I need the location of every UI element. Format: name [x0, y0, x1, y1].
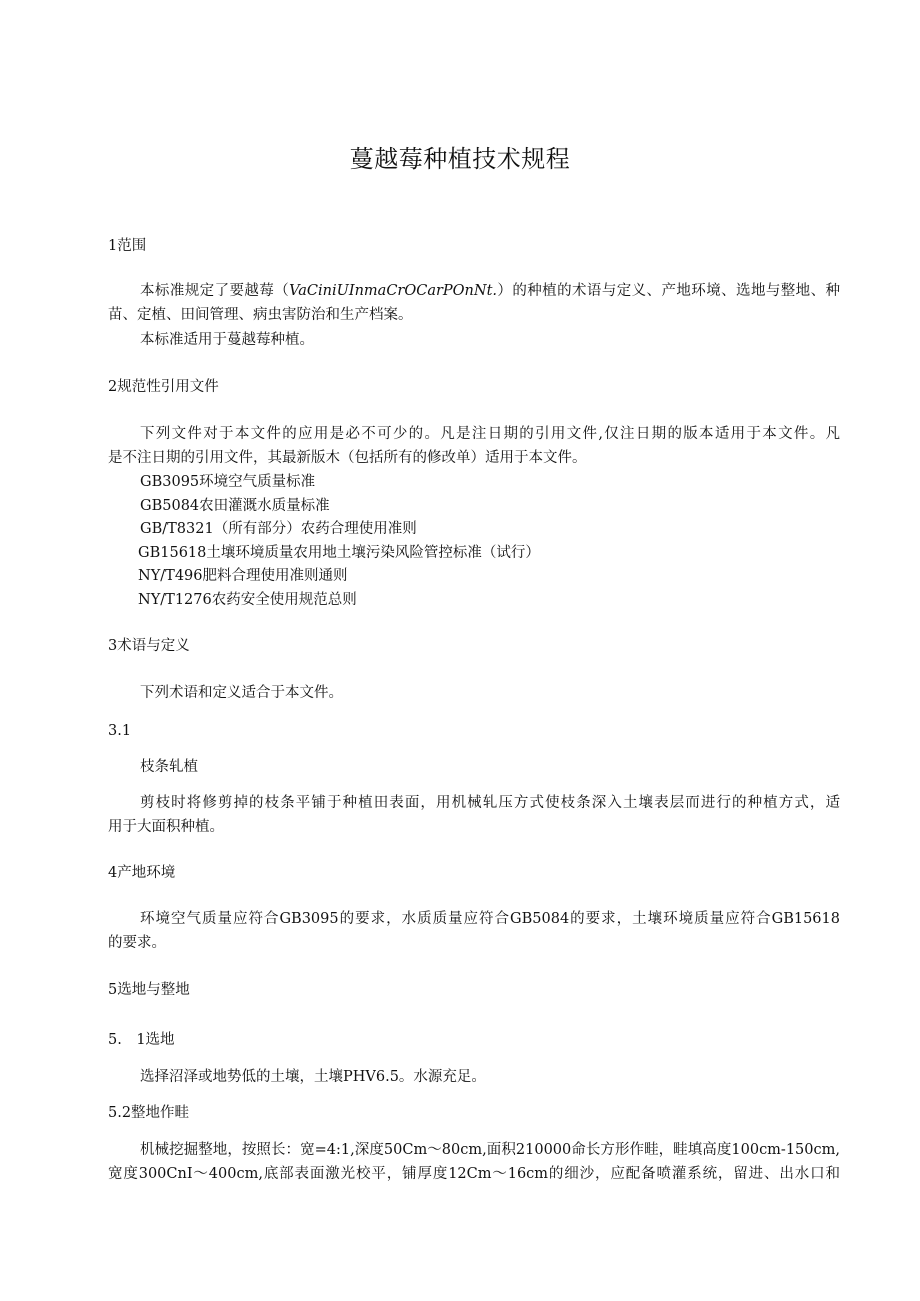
- section-5-heading: 5选地与整地: [108, 982, 190, 998]
- section-1-heading: 1范围: [108, 238, 147, 254]
- reference-item: NY/T496肥料合理使用准则通则: [138, 568, 348, 584]
- section-1-paragraph-line-2: 苗、定植、田间管理、病虫害防治和生产档案。: [108, 307, 413, 323]
- section-4-paragraph-line-2: 的要求。: [108, 935, 166, 951]
- section-5-1-heading: 5. 1选地: [108, 1032, 175, 1048]
- section-2-paragraph-line-2: 是不注日期的引用文件，其最新版木（包括所有的修改单）适用于本文件。: [108, 450, 587, 466]
- section-2-paragraph-line-1: 下列文件对于本文件的应用是必不可少的。凡是注日期的引用文件,仅注日期的版本适用于本文件。凡: [140, 426, 840, 442]
- section-3-heading: 3术语与定义: [108, 638, 190, 654]
- section-4-heading: 4产地环境: [108, 865, 176, 881]
- section-3-1-number: 3.1: [108, 723, 132, 739]
- section-4-paragraph-line-1: 环境空气质量应符合GB3095的要求，水质质量应符合GB5084的要求，土壤环境质量应符合GB15618: [140, 911, 840, 927]
- section-1-text-post: ）的种植的术语与定义、产地环境、选地与整地、种: [497, 283, 840, 299]
- section-5-2-heading: 5.2整地作畦: [108, 1105, 190, 1121]
- section-1-paragraph-2: 本标准适用于蔓越莓种植。: [140, 332, 314, 348]
- reference-item: GB5084农田灌溉水质量标准: [140, 498, 330, 514]
- section-5-1-text: 选择沼泽或地势低的土壤，土壤PHV6.5。水源充足。: [140, 1069, 486, 1085]
- reference-item: GB/T8321（所有部分）农药合理使用准则: [140, 521, 417, 537]
- reference-item: GB3095环境空气质量标准: [140, 474, 316, 490]
- section-5-2-text-line-2: 宽度300CnI～400cm,底部表面激光校平，铺厚度12Cm～16cm的细沙，应配备喷灌系统，留进、出水口和: [108, 1166, 840, 1182]
- section-3-paragraph: 下列术语和定义适合于本文件。: [140, 685, 343, 701]
- latin-name: VaCiniUInmaCrOCarPOnNt.: [289, 283, 498, 299]
- reference-item: GB15618土壤环境质量农用地土壤污染风险管控标准（试行）: [138, 545, 540, 561]
- reference-item: NY/T1276农药安全使用规范总则: [138, 592, 357, 608]
- section-2-heading: 2规范性引用文件: [108, 379, 219, 395]
- section-1-paragraph-line-1: [140, 280, 840, 302]
- term-name: 枝条轧植: [140, 759, 198, 775]
- term-definition-line-2: 用于大面积种植。: [108, 819, 224, 835]
- term-definition-line-1: 剪枝时将修剪掉的枝条平铺于种植田表面，用机械轧压方式使枝条深入土壤表层而进行的种植方式，适: [140, 795, 840, 811]
- section-5-2-text-line-1: 机械挖掘整地，按照长：宽=4:1,深度50Cm～80cm,面积210000命长方形作畦，畦填高度100cm-150cm,: [140, 1142, 840, 1158]
- section-1-text-pre: 本标准规定了要越莓（: [140, 283, 290, 299]
- document-title: 蔓越莓种植技术规程: [349, 145, 571, 173]
